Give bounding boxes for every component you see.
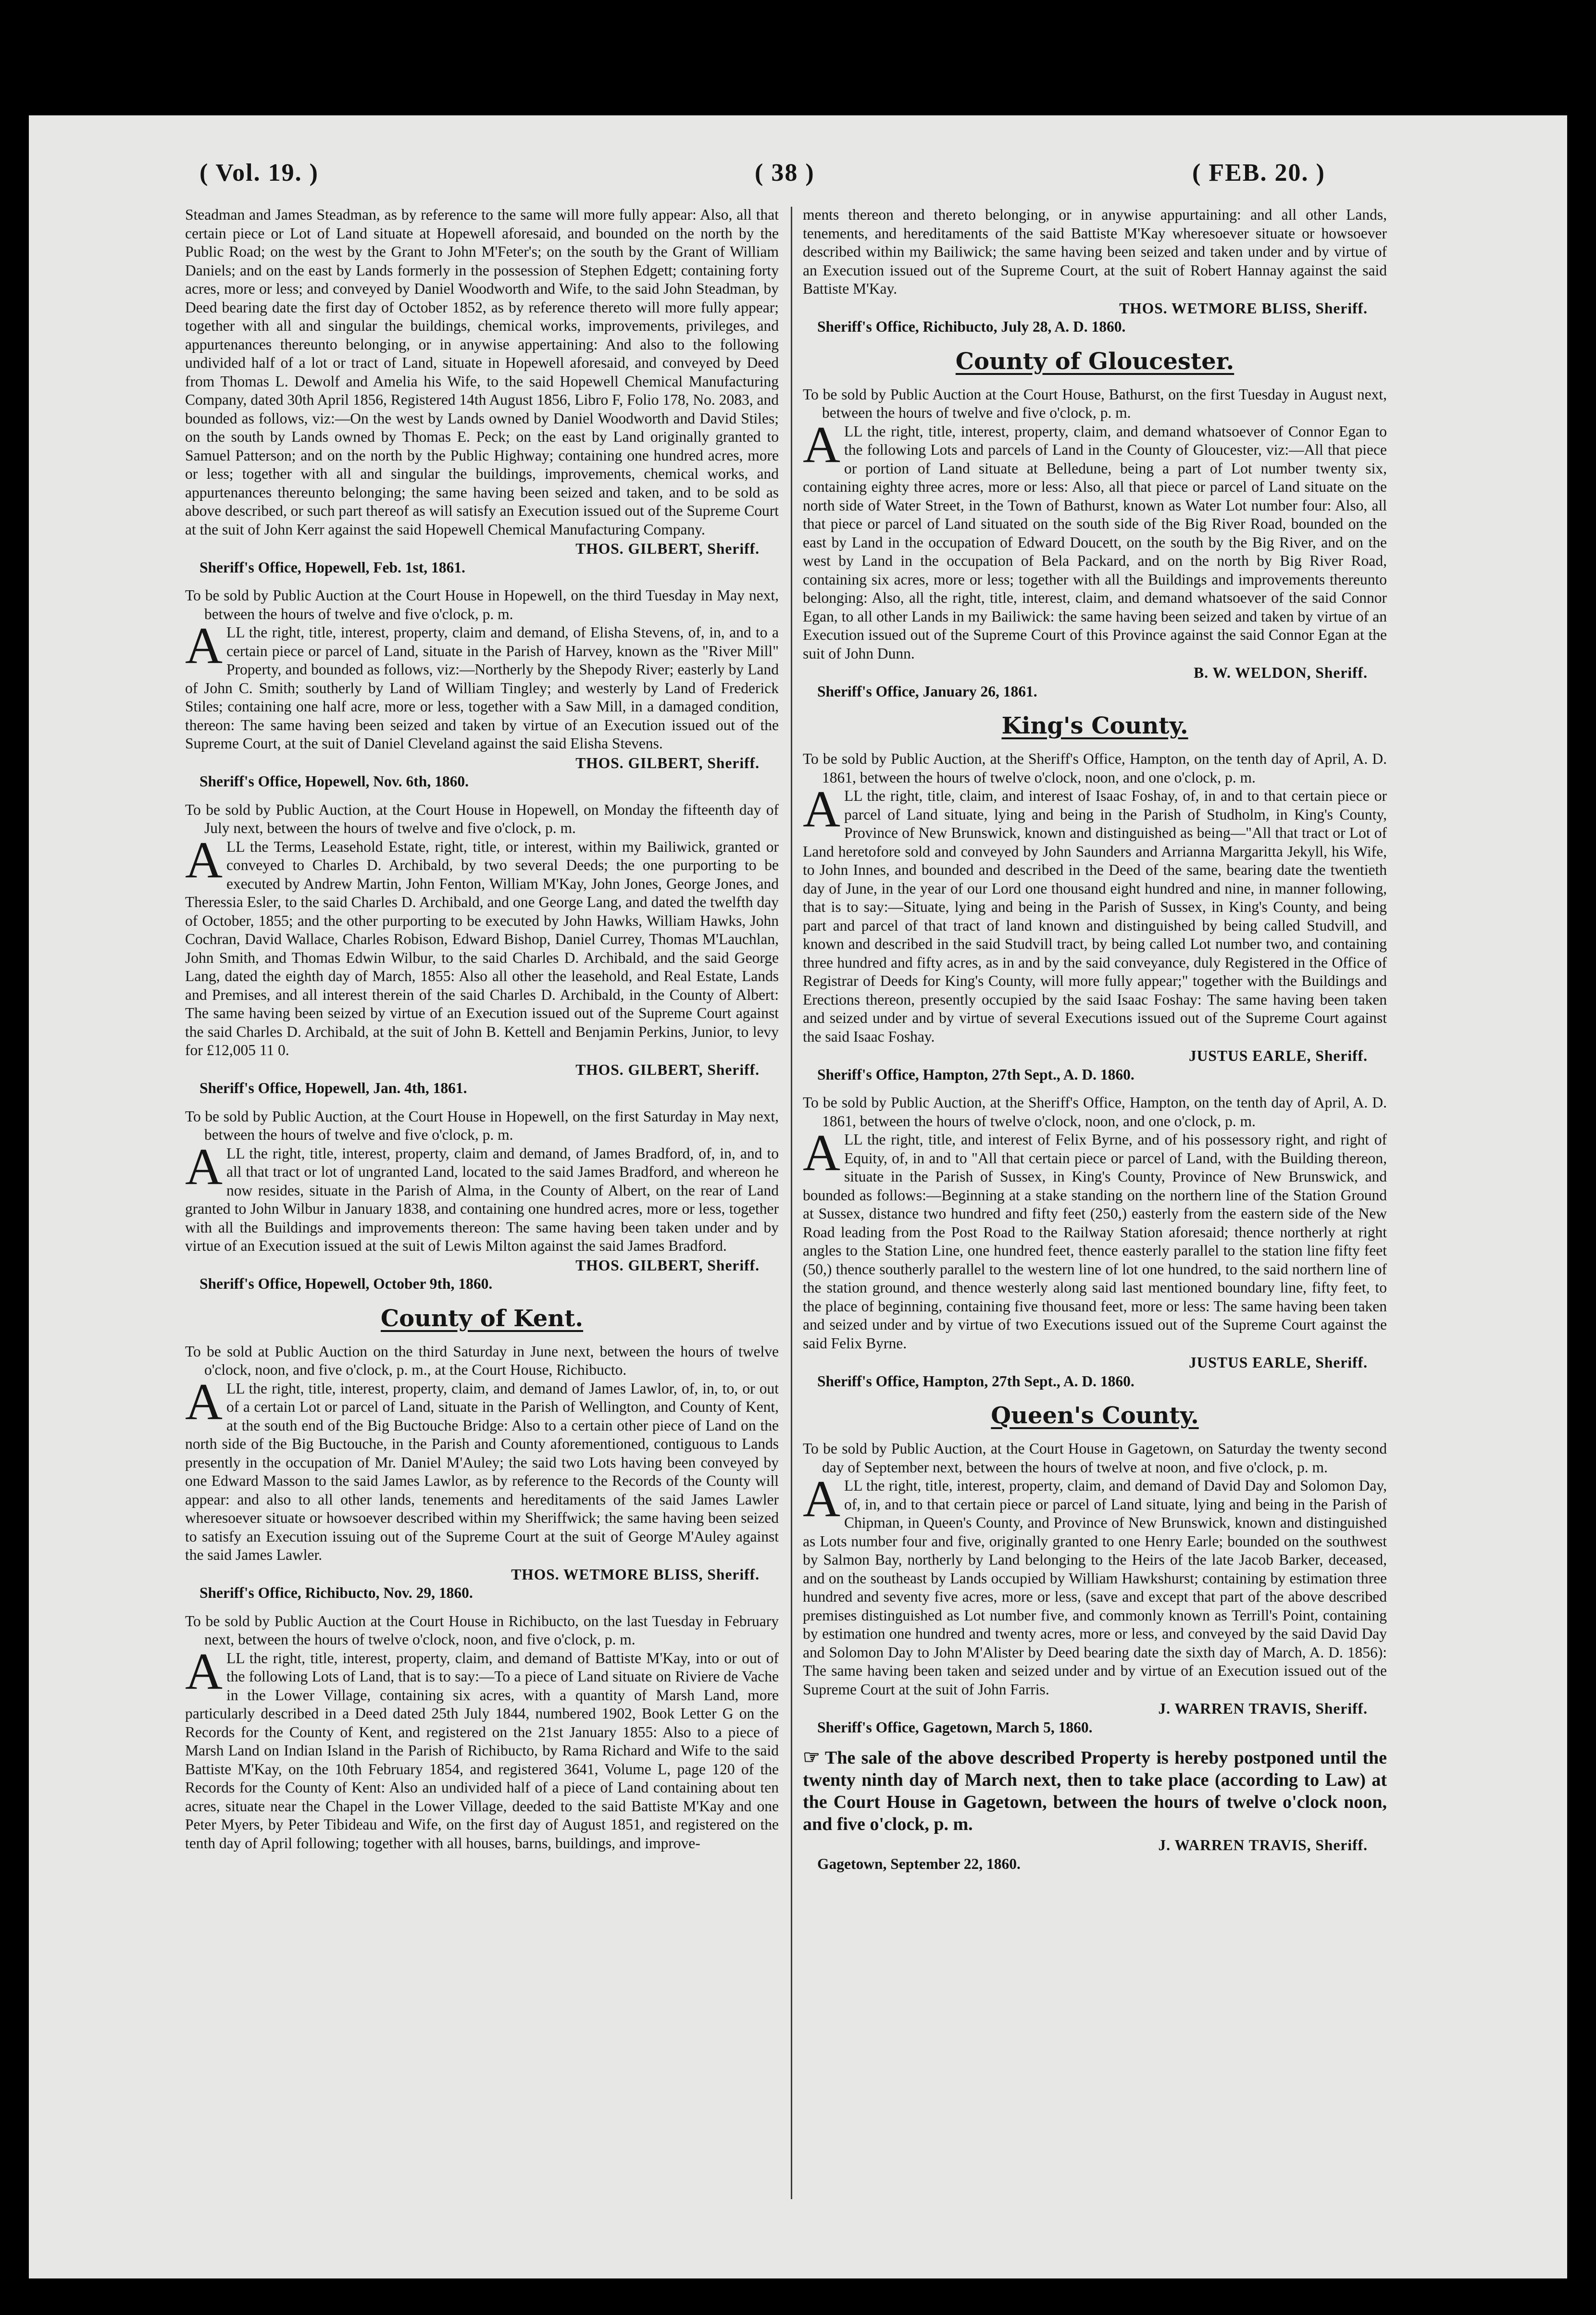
notice-body (185, 617, 779, 753)
notice-text: LL the right, title, and interest of Felix Byrne, and of his possessory right, and right of Equity, of, in and to "All that certain piece or parcel of Land, with the Building thereon, situate in the Parish of Sussex, in King's County, Province of New Brunswick, and bounded as follows:—Beginning at a stake standing on the northern line of the Station Ground at Sussex, distance two hundred and fifty feet (250,) easterly from the eastern side of the New Road leading from the Post Road to the Railway Station aforesaid; thence northerly at right angles to the Station Line, one hundred feet, thence easterly parallel to the station line fifty feet (50,) thence southerly parallel to the western line of lot one hundred, to the said northern line of the station ground, and thence westerly along said last mentioned boundary line, fifty feet, to the place of beginning, containing five thousand feet, more or less: The same having been taken and seized under and by virtue of two Executions issued out of the Supreme Court against the said Felix Byrne. (803, 1131, 1387, 1352)
county-heading: King's County. (1001, 712, 1188, 739)
notice-body (803, 416, 1387, 663)
county-heading: County of Kent. (380, 1305, 584, 1332)
sale-announcement: To be sold by Public Auction, at the Court House in Hopewell, on Monday the fifteenth day of July next, between the hours of twelve and five o'clock, p. m. (185, 801, 779, 836)
notice-body (803, 1124, 1387, 1353)
notice-body (803, 1470, 1387, 1699)
sheriff-signature: JUSTUS EARLE, Sheriff. (1188, 1047, 1368, 1064)
drop-cap: A (185, 617, 223, 674)
county-heading: Queen's County. (991, 1402, 1199, 1429)
notice-body (185, 1373, 779, 1565)
sheriff-office-date: Sheriff's Office, Gagetown, March 5, 1860. (817, 1718, 1093, 1736)
issue-date: ( FEB. 20. ) (1192, 159, 1325, 187)
sheriff-office-date: Sheriff's Office, January 26, 1861. (817, 683, 1037, 700)
sheriff-signature: THOS. GILBERT, Sheriff. (575, 1257, 760, 1274)
sale-announcement: To be sold by Public Auction at the Court House, Bathurst, on the first Tuesday in August next, between the hours of twelve and five o'clock, p. m. (803, 386, 1387, 421)
drop-cap: A (185, 1138, 223, 1195)
right-column (803, 206, 1387, 1883)
notice-text: Steadman and James Steadman, as by reference to the same will more fully appear: Also, all that certain piece or Lot of Land situate at Hopewell aforesaid, and bounded on the north by the Public Road; on the west by the Grant to John M'Feter's; on the south by the Grant of William Daniels; and on the east by Lands formerly in the possession of Stephen Edgett; containing forty acres, more or less; and conveyed by Daniel Woodworth and Wife, to the said John Steadman, by Deed bearing date the first day of October 1852, as by reference thereto will more fully appear; together with all and singular the buildings, chemical works, improvements, privileges, and appurtenances thereunto belonging, or in anywise appertaining: And also to the following undivided half of a lot or tract of Land, situate in Hopewell aforesaid, and conveyed by Deed from Thomas L. Dewolf and Amelia his Wife, to the said Hopewell Chemical Manufacturing Company, dated 30th April 1856, Registered 14th August 1856, Libro F, Folio 178, No. 2083, and bounded as follows, viz:—On the west by Lands owned by Daniel Woodworth and David Stiles; on the south by Lands owned by Thomas E. Peck; on the east by Land originally granted to Samuel Patterson; and on the north by the Public Highway; containing one hundred acres, more or less; together with all and singular the buildings, improvements, chemical works, and appurtenances thereunto belonging; the same having been seized and taken, and to be sold as above described, or such part thereof as will satisfy an Execution issued out of the Supreme Court at the suit of John Kerr against the said Hopewell Chemical Manufacturing Company. (185, 206, 779, 538)
volume-label: ( Vol. 19. ) (200, 159, 319, 187)
drop-cap: A (185, 831, 223, 889)
sheriff-office-date: Gagetown, September 22, 1860. (817, 1855, 1021, 1872)
drop-cap: A (803, 1124, 840, 1182)
sheriff-office-date: Sheriff's Office, Hampton, 27th Sept., A. D. 1860. (817, 1066, 1135, 1083)
notice-body (803, 781, 1387, 1046)
county-heading: County of Gloucester. (955, 348, 1234, 375)
sheriff-sale-notice (803, 1094, 1387, 1391)
notice-text: LL the Terms, Leasehold Estate, right, title, or interest, within my Bailiwick, granted or conveyed to Charles D. Archibald, by two several Deeds; the one purporting to be executed by Andrew Martin, John Fenton, William M'Kay, John Jones, George Jones, and Theressia Esler, to the said Charles D. Archibald, and one George Lang, and dated the twelfth day of October, 1855; and the other purporting to be executed by John Hawks, William Hawks, John Cochran, David Wallace, Charles Robison, Edward Bishop, Daniel Currey, Thomas M'Lauchlan, John Smith, and Thomas Edwin Wilbur, to the said Charles D. Archibald, and the said George Lang, dated the eighth day of March, 1855: Also all other the leasehold, and Real Estate, Lands and Premises, and all interest therein of the said Charles D. Archibald, in the County of Albert: The same having been seized by virtue of an Execution issued out of the Supreme Court against the said Charles D. Archibald, at the suit of John B. Kettell and Benjamin Perkins, Junior, to levy for £12,005 11 0. (185, 838, 779, 1058)
notice-text: ments thereon and thereto belonging, or in anywise appurtaining: and all other Lands, tenements, and hereditaments of the said Battiste M'Kay wheresoever situate or howsoever described within my Bailiwick; the same having been seized and taken under and by virtue of an Execution issued out of the Supreme Court, at the suit of Robert Hannay against the said Battiste M'Kay. (803, 206, 1387, 297)
sheriff-signature: J. WARREN TRAVIS, Sheriff. (1158, 1837, 1368, 1854)
column-rule (791, 207, 792, 2199)
notice-body (185, 206, 779, 539)
sale-announcement: To be sold by Public Auction, at the Sheriff's Office, Hampton, on the tenth day of April, A. D. 1861, between the hours of twelve o'clock, noon, and one o'clock, p. m. (803, 750, 1387, 786)
sheriff-sale-notice (803, 386, 1387, 701)
notice-text: LL the right, title, interest, property, claim, and demand of David Day and Solomon Day, of, in, and to that certain piece or parcel of Land situate, lying and being in the Parish of Chipman, in Queen's County, and Province of New Brunswick, known and distinguished as Lots number four and five, originally granted to one Henry Earle; bounded on the southwest by Salmon Bay, northerly by Land belonging to the Heirs of the late Jacob Barker, deceased, and on the southeast by Lands occupied by William Hawkshurst; containing by estimation three hundred and seventy five acres, more or less, (save and except that part of the above described premises distinguished as Lot number five, and commonly known as Terrill's Point, containing by estimation one hundred and twenty acres, more or less, and conveyed by the said David Day and Solomon Day to John M'Alister by Deed bearing date the sixth day of March, A. D. 1856): The same having been taken and seized under and by virtue of an Execution issued out of the Supreme Court at the suit of John Farris. (803, 1477, 1387, 1698)
sheriff-signature: JUSTUS EARLE, Sheriff. (1188, 1354, 1368, 1371)
sale-announcement: To be sold by Public Auction, at the Sheriff's Office, Hampton, on the tenth day of April, A. D. 1861, between the hours of twelve o'clock, noon, and one o'clock, p. m. (803, 1094, 1387, 1130)
sheriff-signature: THOS. WETMORE BLISS, Sheriff. (511, 1566, 760, 1583)
sheriff-signature: THOS. WETMORE BLISS, Sheriff. (1119, 299, 1368, 317)
sheriff-signature: J. WARREN TRAVIS, Sheriff. (1158, 1700, 1368, 1717)
sale-announcement: To be sold by Public Auction at the Court House in Hopewell, on the third Tuesday in May next, between the hours of twelve and five o'clock, p. m. (185, 587, 779, 622)
sheriff-sale-notice (803, 1440, 1387, 1737)
drop-cap: A (185, 1373, 223, 1431)
sheriff-office-date: Sheriff's Office, Hopewell, Nov. 6th, 1860. (200, 773, 469, 790)
sheriff-signature: THOS. GILBERT, Sheriff. (575, 540, 760, 557)
page-number: ( 38 ) (755, 159, 815, 187)
right-notices (803, 206, 1387, 1737)
sheriff-office-date: Sheriff's Office, Hopewell, Jan. 4th, 1861. (200, 1080, 467, 1096)
sheriff-sale-notice (803, 750, 1387, 1084)
sale-announcement: To be sold by Public Auction at the Court House in Richibucto, on the last Tuesday in February next, between the hours of twelve o'clock, noon, and five o'clock, p. m. (185, 1612, 779, 1648)
sheriff-sale-notice (185, 1108, 779, 1294)
newspaper-page (29, 115, 1567, 2278)
sheriff-office-date: Sheriff's Office, Hopewell, October 9th, 1860. (200, 1275, 493, 1292)
notice-body (185, 831, 779, 1060)
drop-cap: A (803, 781, 840, 838)
sheriff-office-date: Sheriff's Office, Hampton, 27th Sept., A. D. 1860. (817, 1372, 1135, 1390)
notice-text: LL the right, title, claim, and interest of Isaac Foshay, of, in and to that certain piece or parcel of Land situate, lying and being in the Parish of Studholm, in King's County, Province of New Brunswick, known and distinguished as being—"All that tract or Lot of Land heretofore sold and conveyed by John Saunders and Arrianna Margaritta Jekyll, his Wife, to John Innes, and bounded and described in the Deed of the same, bearing date the twentieth day of June, in the year of our Lord one thousand eight hundred and nine, in manner following, that is to say:—Situate, lying and being in the Parish of Sussex, in King's County, and being part and parcel of that tract of land known and distinguished by being called Studvill, and known and described in the said Studvill tract, by being called Lot number two, and containing three hundred and fifty acres, as in and by the said conveyance, duly Registered in the Office of Registrar of Deeds for King's County, will more fully appear;" together with the Buildings and Erections thereon, presently occupied by the said Isaac Foshay: The same having been taken and seized under and by virtue of several Executions issued out of the Supreme Court against the said Isaac Foshay. (803, 787, 1387, 1045)
sheriff-signature: THOS. GILBERT, Sheriff. (575, 1061, 760, 1078)
notice-body (185, 1643, 779, 1853)
sheriff-signature: B. W. WELDON, Sheriff. (1194, 664, 1368, 681)
postponement-notice (803, 1746, 1387, 1873)
sheriff-sale-notice (185, 801, 779, 1098)
notice-text: LL the right, title, interest, property, claim and demand, of Elisha Stevens, of, in, and to a certain piece or parcel of Land, situate in the Parish of Harvey, known as the "River Mill" Property, and bounded as follows, viz:—Northerly by the Shepody River; easterly by Land of John C. Smith; southerly by Land of William Tingley; and westerly by Land of Frederick Stiles; containing one half acre, more or less, together with a Saw Mill, in a damaged condition, thereon: The same having been seized and taken by virtue of an Execution issued out of the Supreme Court, at the suit of Daniel Cleveland against the said Elisha Stevens. (185, 624, 779, 752)
sheriff-signature: THOS. GILBERT, Sheriff. (575, 754, 760, 772)
notice-text: LL the right, title, interest, property, claim, and demand whatsoever of Connor Egan to the following Lots and parcels of Land in the County of Gloucester, viz:—All that piece or portion of Land situate at Belledune, being a part of Lot number twenty six, containing eighty three acres, more or less: Also, all that piece or parcel of Land situate on the north side of Water Street, in the Town of Bathurst, known as Water Lot number four: Also, all that piece or parcel of Land situated on the south side of the Big River Road, bounded on the east by Land in the occupation of Edward Doucett, on the south by the Big River, and on the west by Land in the occupation of Bela Packard, and on the north by Big River Road, containing six acres, more or less; together with all the Buildings and improvements thereunto belonging: Also, all the right, title, interest, claim, and demand whatsoever of the said Connor Egan, to all other Lands in my Bailiwick: the same having been seized and taken by virtue of an Execution issued out of the Supreme Court of this Province against the said Connor Egan at the suit of John Dunn. (803, 423, 1387, 662)
pointing-hand-icon: ☞ (803, 1746, 820, 1768)
sheriff-sale-notice (185, 586, 779, 791)
sheriff-sale-notice (803, 206, 1387, 336)
notice-text: LL the right, title, interest, property, claim and demand, of James Bradford, of, in, and to all that tract or lot of ungranted Land, located to the said James Bradford, and whereon he now resides, situate in the Parish of Alma, in the County of Albert, on the rear of Land granted to John Wilbur in January 1838, and containing one hundred acres, more or less, together with all the Buildings and improvements thereon: The same having been taken under and by virtue of an Execution issued at the suit of Lewis Milton against the said James Bradford. (185, 1145, 779, 1254)
sale-announcement: To be sold by Public Auction, at the Court House in Gagetown, on Saturday the twenty second day of September next, between the hours of twelve at noon, and five o'clock, p. m. (803, 1440, 1387, 1476)
sale-announcement: To be sold by Public Auction, at the Court House in Hopewell, on the first Saturday in May next, between the hours of twelve and five o'clock, p. m. (185, 1108, 779, 1143)
sale-announcement: To be sold at Public Auction on the third Saturday in June next, between the hours of twelve o'clock, noon, and five o'clock, p. m., at the Court House, Richibucto. (185, 1343, 779, 1378)
sheriff-sale-notice (185, 206, 779, 577)
drop-cap: A (185, 1643, 223, 1700)
notice-body (803, 206, 1387, 299)
notice-text: LL the right, title, interest, property, claim, and demand of Battiste M'Kay, into or out of the following Lots of Land, that is to say:—To a piece of Land situate on Riviere de Vache in the Lower Village, containing six acres, with a quantity of Marsh Land, more particularly described in a Deed dated 25th July 1844, numbered 1902, Book Letter G on the Records for the County of Kent, and registered on the 21st January 1855: Also to a piece of Marsh Land on Indian Island in the Parish of Richibucto, by Rama Richard and Wife to the said Battiste M'Kay, on the 10th February 1854, and registered 3641, Volume L, page 120 of the Records for the County of Kent: Also an undivided half of a piece of Land containing about ten acres, situate near the Chapel in the Lower Village, deeded to the said Battiste M'Kay and one Peter Myers, by Peter Tibideau and Wife, on the first day of August 1851, and registered on the tenth day of April following; together with all houses, barns, buildings, and improve- (185, 1649, 779, 1852)
notice-body (185, 1138, 779, 1256)
left-column (185, 206, 779, 1862)
drop-cap: A (803, 1470, 840, 1528)
postponement-text: The sale of the above described Property is hereby postponed until the twenty ninth day of March next, then to take place (according to Law) at the Court House in Gagetown, between the hours of twelve o'clock noon, and five o'clock, p. m. (803, 1748, 1387, 1834)
sheriff-sale-notice (185, 1612, 779, 1853)
sheriff-sale-notice (185, 1343, 779, 1603)
sheriff-office-date: Sheriff's Office, Richibucto, July 28, A. D. 1860. (817, 318, 1126, 335)
sheriff-office-date: Sheriff's Office, Hopewell, Feb. 1st, 1861. (200, 559, 465, 576)
notice-text: LL the right, title, interest, property, claim, and demand of James Lawlor, of, in, to, or out of a certain Lot or parcel of Land, situate in the Parish of Wellington, and County of Kent, at the south end of the Big Buctouche Bridge: Also to a certain other piece of Land on the north side of the Big Buctouche, in the Parish and County aforementioned, contiguous to Lands presently in the occupation of Mr. Daniel M'Auley; the said two Lots having been conveyed by one Edward Masson to the said James Lawlor, as by reference to the Records of the County will appear: and also to all other lands, tenements and hereditaments of the said James Lawler wheresoever situate or howsoever described within my Sheriffwick; the same having been seized to satisfy an Execution issuing out of the Supreme Court at the suit of George M'Auley against the said James Lawler. (185, 1380, 779, 1563)
sheriff-office-date: Sheriff's Office, Richibucto, Nov. 29, 1860. (200, 1584, 473, 1601)
drop-cap: A (803, 416, 840, 473)
